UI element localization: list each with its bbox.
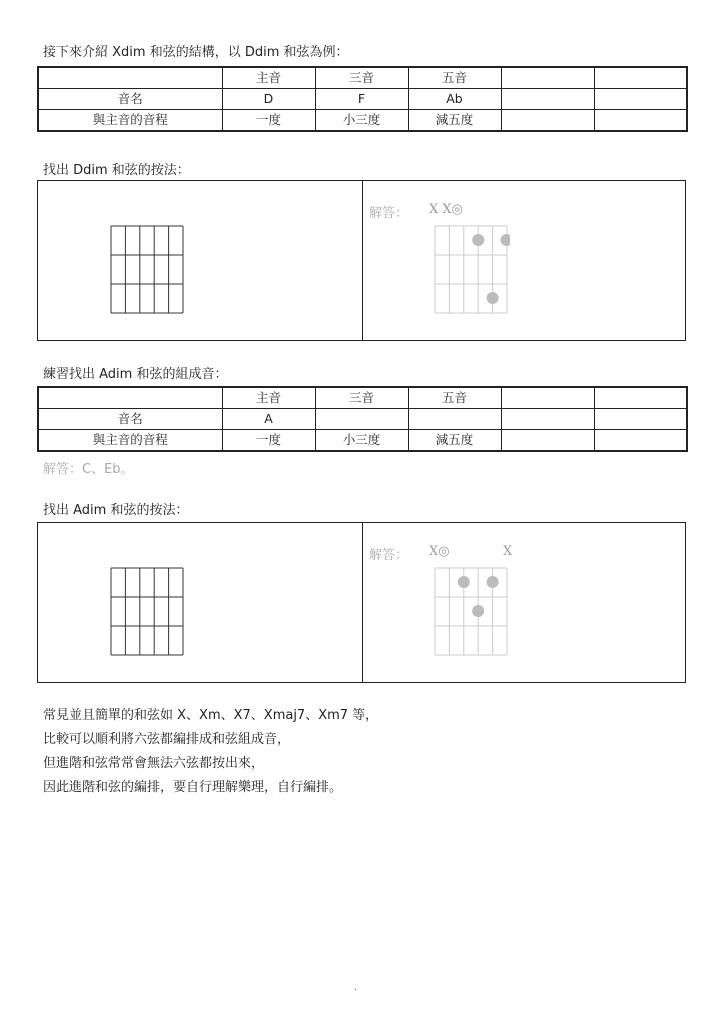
table-row (38, 409, 687, 430)
section-heading-adim-notes: 練習找出 Adim 和弦的組成音： (43, 367, 228, 382)
table-cell: 一度 (222, 430, 315, 452)
finger-dot (472, 605, 484, 617)
table-cell (408, 409, 501, 430)
finger-dot (487, 292, 499, 304)
table-cell (315, 409, 408, 430)
table-cell: 主音 (222, 387, 315, 409)
table-cell: 小三度 (315, 110, 408, 132)
table-cell (594, 89, 687, 110)
adim-notes-answer: 解答：C、Eb。 (43, 462, 134, 477)
blank-chord-grid (110, 567, 184, 657)
table-header-row (38, 387, 687, 409)
table-cell: 減五度 (408, 430, 501, 452)
section-heading-structure: 接下來介紹 Xdim 和弦的結構，以 Ddim 和弦為例： (43, 45, 349, 60)
paragraph-line: 常見並且簡單的和弦如 X、Xm、X7、Xmaj7、Xm7 等， (43, 708, 379, 723)
table-cell (501, 89, 594, 110)
table-cell: 五音 (408, 67, 501, 89)
finger-dot (501, 234, 511, 246)
table-cell: 音名 (38, 89, 222, 110)
table-cell: 小三度 (315, 430, 408, 452)
finger-dot (458, 576, 470, 588)
table-row (38, 110, 687, 132)
blank-chord-grid (110, 225, 184, 315)
table-cell: Ab (408, 89, 501, 110)
table-cell: 主音 (222, 67, 315, 89)
table-cell: 五音 (408, 387, 501, 409)
finger-dot (487, 576, 499, 588)
paragraph-line: 因此進階和弦的編排，要自行理解樂理，自行編排。 (43, 780, 343, 795)
table-cell: F (315, 89, 408, 110)
answer-label: 解答： (369, 206, 409, 221)
table-cell (501, 67, 594, 89)
section-heading-ddim-fingering: 找出 Ddim 和弦的按法： (43, 163, 190, 178)
table-row (38, 430, 687, 452)
table-cell: 音名 (38, 409, 222, 430)
string-marks-right: X (503, 544, 513, 559)
finger-dot (472, 234, 484, 246)
table-cell: 一度 (222, 110, 315, 132)
adim-structure-table (37, 386, 688, 452)
box-divider (362, 523, 363, 682)
table-cell: 與主音的音程 (38, 430, 222, 452)
ddim-chord-diagram (434, 225, 510, 315)
answer-label: 解答： (369, 548, 409, 563)
table-cell (501, 409, 594, 430)
table-cell: A (222, 409, 315, 430)
table-cell (594, 409, 687, 430)
string-marks: X X◎ (429, 202, 463, 217)
ddim-fingering-box (37, 180, 686, 341)
table-cell (38, 387, 222, 409)
table-cell (594, 430, 687, 452)
table-cell (501, 430, 594, 452)
table-row (38, 89, 687, 110)
adim-chord-diagram (434, 567, 510, 657)
footer-mark: . (354, 982, 358, 993)
table-cell: 三音 (315, 387, 408, 409)
paragraph-line: 比較可以順利將六弦都編排成和弦組成音， (43, 732, 291, 747)
table-cell (38, 67, 222, 89)
ddim-structure-table (37, 66, 688, 132)
table-cell: D (222, 89, 315, 110)
table-cell: 三音 (315, 67, 408, 89)
paragraph-line: 但進階和弦常常會無法六弦都按出來， (43, 756, 265, 771)
table-header-row (38, 67, 687, 89)
table-cell (501, 110, 594, 132)
table-cell (594, 387, 687, 409)
section-heading-adim-fingering: 找出 Adim 和弦的按法： (43, 503, 189, 518)
string-marks-left: X◎ (429, 544, 450, 559)
table-cell (594, 110, 687, 132)
table-cell: 與主音的音程 (38, 110, 222, 132)
table-cell (501, 387, 594, 409)
box-divider (362, 181, 363, 340)
table-cell: 減五度 (408, 110, 501, 132)
adim-fingering-box (37, 522, 686, 683)
table-cell (594, 67, 687, 89)
